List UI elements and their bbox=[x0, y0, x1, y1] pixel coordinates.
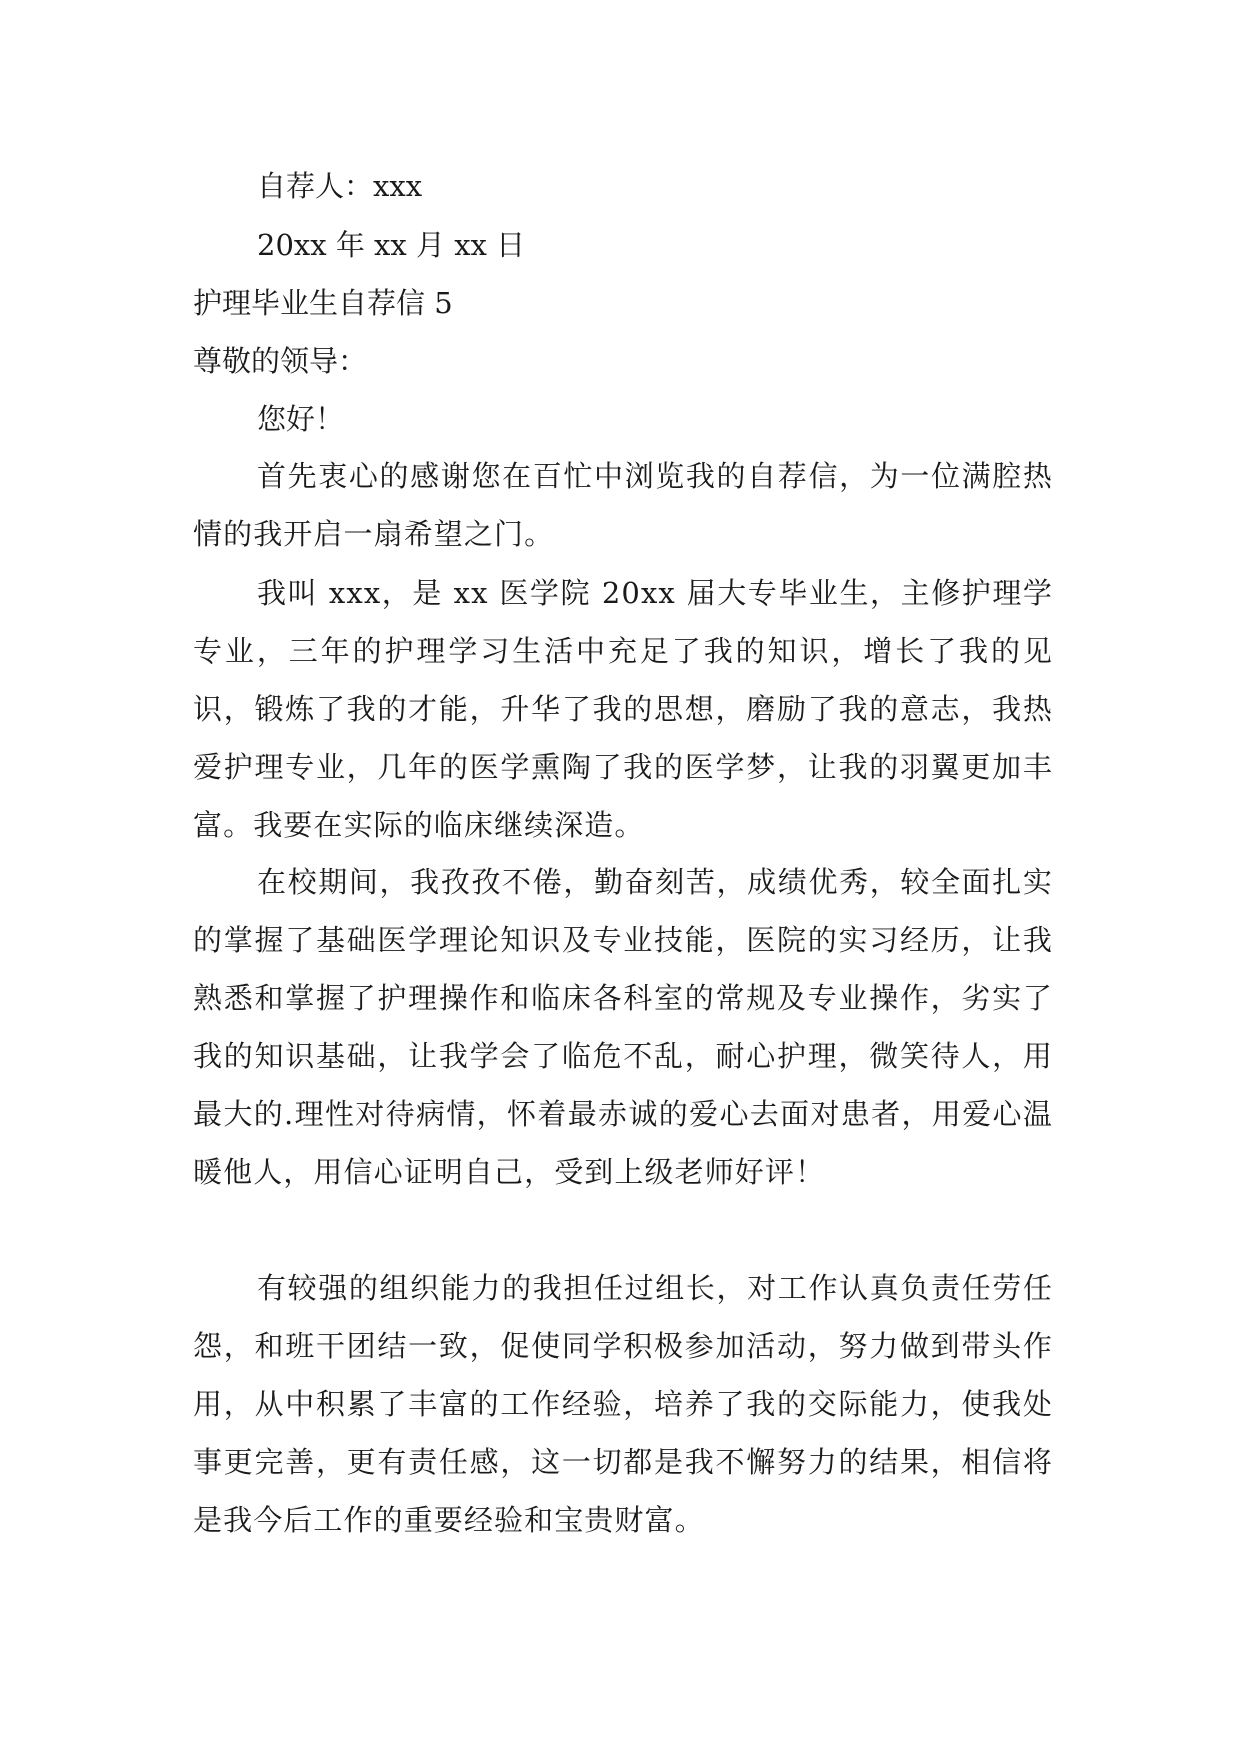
letter-greeting: 您好！ bbox=[257, 402, 345, 436]
body-paragraph-3: 在校期间，我孜孜不倦，勤奋刻苦，成绩优秀，较全面扎实的掌握了基础医学理论知识及专业技能，医院的实习经历，让我熟悉和掌握了护理操作和临床各科室的常规及专业操作，劣实了我的知识基础，让我学会了临危不乱，耐心护理，微笑待人，用最大的.理性对待病情，怀着最赤诚的爱心去面对患者，用爱心温暖他人，用信心证明自己，受到上级老师好评！ bbox=[193, 865, 1053, 1189]
signature-date: 20xx 年 xx 月 xx 日 bbox=[257, 228, 526, 262]
letter-salutation: 尊敬的领导： bbox=[193, 344, 368, 378]
body-paragraph-4: 有较强的组织能力的我担任过组长，对工作认真负责任劳任怨，和班干团结一致，促使同学积极参加活动，努力做到带头作用，从中积累了丰富的工作经验，培养了我的交际能力，使我处事更完善，更有责任感，这一切都是我不懈努力的结果，相信将是我今后工作的重要经验和宝贵财富。 bbox=[193, 1271, 1053, 1537]
body-paragraph-1: 首先衷心的感谢您在百忙中浏览我的自荐信，为一位满腔热情的我开启一扇希望之门。 bbox=[193, 459, 1053, 551]
letter-title: 护理毕业生自荐信 5 bbox=[193, 286, 453, 320]
signature-label: 自荐人：xxx bbox=[257, 169, 423, 203]
body-paragraph-2: 我叫 xxx，是 xx 医学院 20xx 届大专毕业生，主修护理学专业，三年的护理学习生活中充足了我的知识，增长了我的见识，锻炼了我的才能，升华了我的思想，磨励了我的意志，我热爱护理专业，几年的医学熏陶了我的医学梦，让我的羽翼更加丰富。我要在实际的临床继续深造。 bbox=[193, 576, 1053, 842]
